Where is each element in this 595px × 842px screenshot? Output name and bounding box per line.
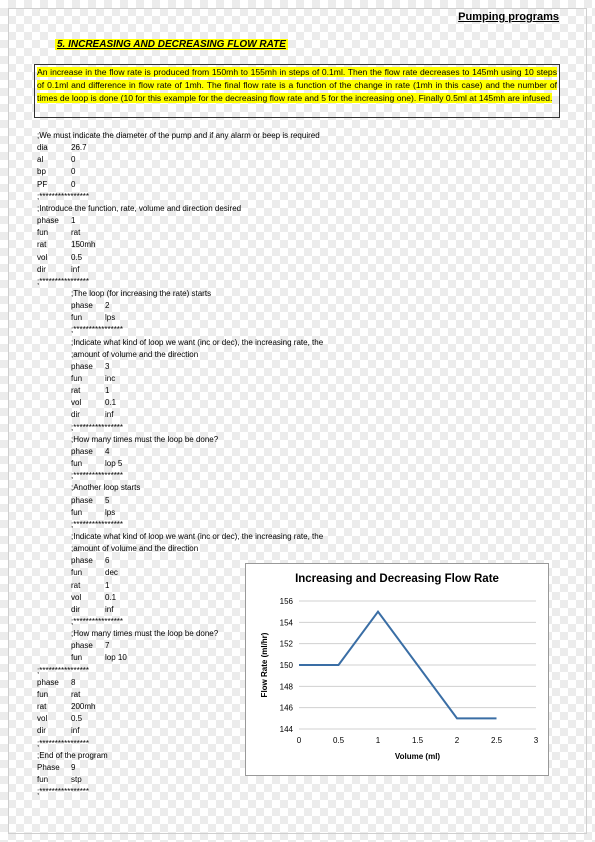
code-line bbox=[71, 397, 117, 409]
code-value: lop 5 bbox=[105, 459, 123, 469]
code-keyword: phase bbox=[71, 641, 93, 651]
x-tick-label: 1.5 bbox=[411, 736, 424, 745]
code-keyword: fun bbox=[71, 313, 83, 323]
code-line bbox=[37, 276, 89, 288]
code-keyword: ;**************** bbox=[37, 276, 90, 286]
code-keyword: phase bbox=[71, 361, 93, 371]
code-keyword: fun bbox=[37, 689, 49, 699]
code-value: inc bbox=[105, 374, 116, 383]
y-tick-label: 150 bbox=[279, 661, 293, 670]
x-axis-label: Volume (ml) bbox=[394, 752, 441, 761]
code-value: 1 bbox=[71, 216, 76, 226]
code-line bbox=[71, 434, 218, 446]
code-value: 2 bbox=[105, 301, 110, 311]
code-line bbox=[71, 373, 116, 385]
code-line bbox=[71, 385, 110, 397]
code-line bbox=[37, 215, 76, 227]
y-axis-label: Flow Rate (ml/hr) bbox=[260, 632, 269, 698]
code-line bbox=[71, 628, 218, 640]
code-line bbox=[37, 264, 80, 276]
code-value: stp bbox=[71, 774, 82, 784]
code-keyword: ;**************** bbox=[71, 422, 124, 432]
code-keyword: fun bbox=[37, 228, 49, 238]
x-tick-label: 3 bbox=[533, 736, 539, 745]
code-line bbox=[71, 470, 123, 482]
code-keyword: dir bbox=[71, 604, 80, 614]
code-line bbox=[71, 409, 114, 421]
code-line bbox=[71, 604, 114, 616]
code-line bbox=[37, 191, 89, 203]
y-tick-label: 156 bbox=[279, 597, 293, 606]
code-keyword: dir bbox=[37, 264, 46, 274]
code-keyword: phase bbox=[71, 495, 93, 505]
code-value: 1 bbox=[105, 580, 110, 590]
code-keyword: ;Another loop starts bbox=[71, 483, 141, 493]
code-keyword: fun bbox=[71, 568, 83, 578]
code-keyword: dir bbox=[71, 410, 80, 420]
code-line bbox=[37, 179, 76, 191]
code-keyword: vol bbox=[37, 252, 48, 262]
code-line bbox=[71, 507, 116, 519]
code-keyword: rat bbox=[71, 580, 81, 590]
code-keyword: ;**************** bbox=[37, 665, 90, 675]
code-keyword: ;**************** bbox=[71, 471, 124, 481]
code-line bbox=[71, 482, 140, 494]
code-keyword: dir bbox=[37, 726, 46, 736]
code-value: 26.7 bbox=[71, 143, 87, 153]
code-line bbox=[37, 750, 108, 762]
code-keyword: fun bbox=[71, 653, 83, 663]
code-value: inf bbox=[71, 264, 80, 274]
code-value: lps bbox=[105, 507, 116, 517]
code-keyword: ;**************** bbox=[71, 519, 124, 529]
code-line bbox=[71, 446, 110, 458]
code-keyword: phase bbox=[71, 301, 93, 311]
code-line bbox=[37, 738, 89, 750]
code-line bbox=[71, 519, 123, 531]
code-line bbox=[71, 592, 117, 604]
code-keyword: ;End of the program bbox=[37, 750, 108, 760]
code-value: 0.5 bbox=[71, 252, 83, 262]
code-value: 1 bbox=[105, 386, 110, 396]
code-keyword: ;**************** bbox=[71, 617, 124, 626]
code-value: lps bbox=[105, 313, 116, 323]
code-value: 0 bbox=[71, 155, 76, 165]
x-tick-label: 2 bbox=[454, 736, 460, 745]
code-line bbox=[37, 239, 96, 251]
header-title: Pumping programs bbox=[458, 11, 559, 23]
y-tick-label: 146 bbox=[279, 703, 293, 713]
code-line bbox=[71, 543, 198, 555]
code-keyword: ;The loop (for increasing the rate) starts bbox=[71, 288, 212, 298]
code-keyword: ;How many times must the loop be done? bbox=[71, 434, 219, 444]
code-keyword: ;How many times must the loop be done? bbox=[71, 629, 219, 639]
code-line bbox=[37, 665, 89, 677]
code-value: 0.1 bbox=[105, 592, 117, 602]
code-line bbox=[71, 567, 118, 579]
chart-svg bbox=[246, 564, 550, 777]
code-line bbox=[37, 677, 76, 689]
code-line bbox=[37, 203, 241, 215]
code-keyword: rat bbox=[71, 386, 81, 396]
code-value: 8 bbox=[71, 677, 76, 687]
code-keyword: ;amount of volume and the direction bbox=[71, 349, 199, 359]
code-line bbox=[37, 725, 80, 737]
code-keyword: vol bbox=[71, 592, 82, 602]
code-line bbox=[37, 762, 76, 774]
code-keyword: ;**************** bbox=[37, 738, 90, 748]
code-keyword: Phase bbox=[37, 762, 60, 772]
code-value: rat bbox=[71, 228, 81, 238]
code-keyword: fun bbox=[71, 507, 83, 517]
code-line bbox=[37, 689, 81, 701]
code-keyword: ;We must indicate the diameter of the pump and if any alarm or beep is required bbox=[37, 131, 320, 140]
code-line bbox=[37, 786, 89, 798]
code-value: inf bbox=[105, 604, 114, 614]
code-line bbox=[71, 495, 110, 507]
code-line bbox=[37, 154, 76, 166]
code-value: 3 bbox=[105, 361, 110, 371]
code-keyword: vol bbox=[37, 714, 48, 724]
code-keyword: ;Introduce the function, rate, volume and direction desired bbox=[37, 203, 242, 213]
code-line bbox=[71, 555, 110, 567]
code-value: dec bbox=[105, 568, 118, 578]
code-value: inf bbox=[105, 410, 114, 420]
code-keyword: ;**************** bbox=[71, 325, 124, 335]
code-line bbox=[71, 288, 211, 300]
code-line bbox=[37, 713, 83, 725]
code-value: rat bbox=[71, 689, 81, 699]
code-value: 6 bbox=[105, 556, 110, 566]
code-value: 5 bbox=[105, 495, 110, 505]
code-value: 0.1 bbox=[105, 398, 117, 408]
y-tick-label: 154 bbox=[279, 618, 293, 628]
code-keyword: ;amount of volume and the direction bbox=[71, 544, 199, 554]
code-keyword: fun bbox=[37, 774, 49, 784]
code-keyword: ;**************** bbox=[37, 191, 90, 201]
code-line bbox=[71, 349, 198, 361]
y-tick-label: 144 bbox=[279, 725, 293, 734]
code-value: 7 bbox=[105, 641, 110, 651]
code-line bbox=[71, 337, 323, 349]
intro-box bbox=[34, 64, 560, 118]
code-line bbox=[71, 616, 123, 628]
section-title: 5. INCREASING AND DECREASING FLOW RATE bbox=[57, 39, 286, 50]
x-tick-label: 2.5 bbox=[490, 736, 503, 745]
code-value: 0 bbox=[71, 179, 76, 189]
code-value: 9 bbox=[71, 762, 76, 772]
code-line bbox=[71, 531, 323, 543]
code-line bbox=[71, 640, 110, 652]
code-keyword: fun bbox=[71, 374, 83, 383]
code-value: 200mh bbox=[71, 702, 96, 712]
code-keyword: fun bbox=[71, 459, 83, 469]
code-line bbox=[71, 324, 123, 336]
code-line bbox=[37, 130, 320, 142]
code-keyword: ;Indicate what kind of loop we want (inc or dec), the increasing rate, the bbox=[71, 337, 324, 347]
code-value: inf bbox=[71, 726, 80, 736]
code-line bbox=[71, 580, 110, 592]
code-keyword: phase bbox=[37, 677, 59, 687]
code-keyword: rat bbox=[37, 240, 47, 250]
code-keyword: phase bbox=[71, 556, 93, 566]
code-value: 0 bbox=[71, 167, 76, 177]
code-line bbox=[37, 166, 76, 178]
code-keyword: phase bbox=[71, 446, 93, 456]
code-value: 0.5 bbox=[71, 714, 83, 724]
code-keyword: ;Indicate what kind of loop we want (inc or dec), the increasing rate, the bbox=[71, 531, 324, 541]
code-line bbox=[71, 422, 123, 434]
code-keyword: rat bbox=[37, 702, 47, 712]
x-tick-label: 1 bbox=[375, 736, 381, 745]
code-value: lop 10 bbox=[105, 653, 127, 663]
x-tick-label: 0.5 bbox=[332, 736, 345, 745]
code-keyword: ;**************** bbox=[37, 787, 90, 797]
y-tick-label: 148 bbox=[279, 682, 293, 692]
code-line bbox=[37, 252, 83, 264]
code-line bbox=[71, 361, 110, 373]
flow-rate-chart bbox=[245, 563, 549, 776]
code-line bbox=[37, 774, 82, 786]
code-keyword: vol bbox=[71, 398, 82, 408]
chart-title: Increasing and Decreasing Flow Rate bbox=[295, 573, 499, 585]
code-line bbox=[71, 458, 123, 470]
code-keyword: PF bbox=[37, 179, 48, 189]
code-line bbox=[71, 300, 110, 312]
code-line bbox=[37, 142, 87, 154]
y-tick-label: 152 bbox=[279, 639, 293, 649]
code-keyword: dia bbox=[37, 143, 48, 153]
intro-text: An increase in the flow rate is produced from 150mh to 155mh in steps of 0.1ml. Then the flow rate decreases to 145mh using 10 steps of 0.1ml and difference in flow rate of 1mh. The final flow rate is a function of the change in rate (1mh in this case) and the number of times de loop is done (10 for this example for the decreasing flow rate and 5 for the increasing one). Finally 0.5ml at 145mh are infused. bbox=[37, 67, 557, 103]
code-keyword: bp bbox=[37, 167, 46, 177]
code-line bbox=[37, 227, 81, 239]
code-keyword: phase bbox=[37, 216, 59, 226]
code-line bbox=[37, 701, 96, 713]
code-line bbox=[71, 312, 116, 324]
code-line bbox=[71, 652, 127, 664]
code-keyword: al bbox=[37, 155, 44, 165]
x-tick-label: 0 bbox=[296, 736, 302, 745]
code-value: 150mh bbox=[71, 240, 96, 250]
code-value: 4 bbox=[105, 446, 110, 456]
